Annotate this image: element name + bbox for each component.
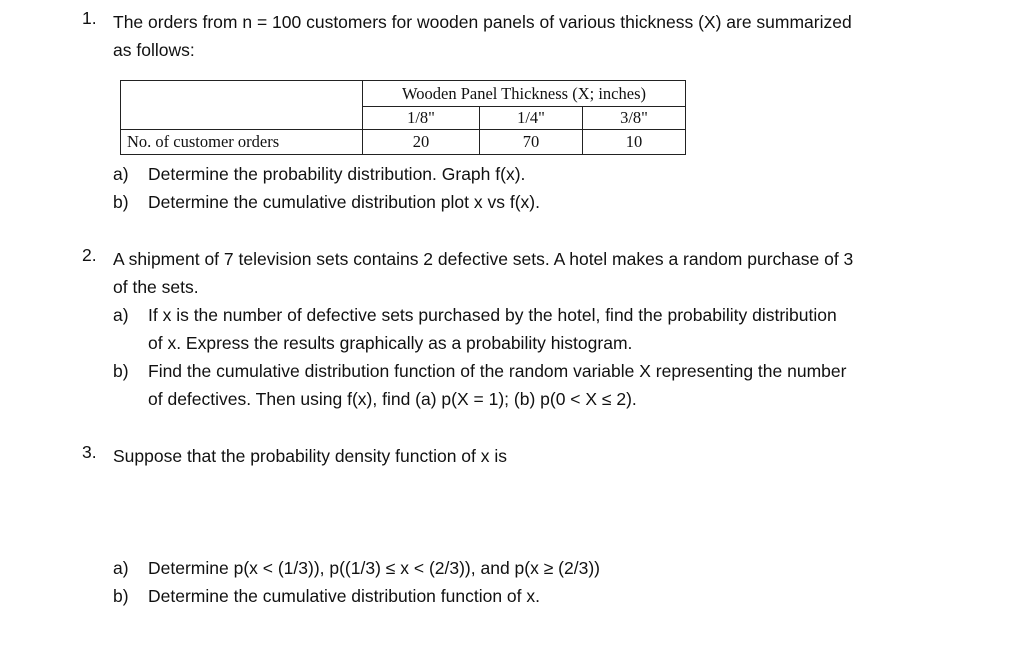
question-3a-text: Determine p(x < (1/3)), p((1/3) ≤ x < (2/3)), and p(x ≥ (2/3)) [148, 558, 600, 578]
question-1-number: 1. [82, 8, 97, 28]
table-cell: 70 [480, 130, 583, 155]
question-3-line-1: Suppose that the probability density function of x is [113, 446, 507, 466]
question-3-text [113, 442, 963, 470]
question-2b-line-2: of defectives. Then using f(x), find (a) p(X = 1); (b) p(0 < X ≤ 2). [148, 389, 637, 409]
question-1b-text: Determine the cumulative distribution plot x vs f(x). [148, 192, 540, 212]
table-header: Wooden Panel Thickness (X; inches) [363, 81, 686, 107]
question-1-line-1: The orders from n = 100 customers for wooden panels of various thickness (X) are summarized [113, 12, 852, 32]
question-1b-label: b) [113, 192, 129, 212]
question-2-line-2: of the sets. [113, 277, 199, 297]
orders-table [120, 80, 686, 155]
question-2a-label: a) [113, 305, 129, 325]
question-2b-line-1: Find the cumulative distribution function of the random variable X representing the number [148, 361, 847, 381]
table-column-header: 3/8" [583, 107, 686, 130]
question-2a-line-2: of x. Express the results graphically as a probability histogram. [148, 333, 633, 353]
question-1-line-2: as follows: [113, 40, 195, 60]
question-2a-line-1: If x is the number of defective sets purchased by the hotel, find the probability distribution [148, 305, 837, 325]
table-row-label: No. of customer orders [121, 130, 363, 155]
question-2-line-1: A shipment of 7 television sets contains 2 defective sets. A hotel makes a random purchase of 3 [113, 249, 854, 269]
question-2a-text [148, 301, 958, 357]
question-1a-text: Determine the probability distribution. Graph f(x). [148, 164, 526, 184]
question-2b-label: b) [113, 361, 129, 381]
table-cell: 10 [583, 130, 686, 155]
question-1a-label: a) [113, 164, 129, 184]
table-column-header: 1/8" [363, 107, 480, 130]
question-2-number: 2. [82, 245, 97, 265]
question-3b-text: Determine the cumulative distribution function of x. [148, 586, 540, 606]
question-2b-text [148, 357, 958, 413]
question-2-text [113, 245, 963, 301]
question-3a-label: a) [113, 558, 129, 578]
question-3b-label: b) [113, 586, 129, 606]
table-column-header: 1/4" [480, 107, 583, 130]
table-empty-corner [121, 81, 363, 130]
table-cell: 20 [363, 130, 480, 155]
question-3-number: 3. [82, 442, 97, 462]
question-1-text [113, 8, 963, 64]
